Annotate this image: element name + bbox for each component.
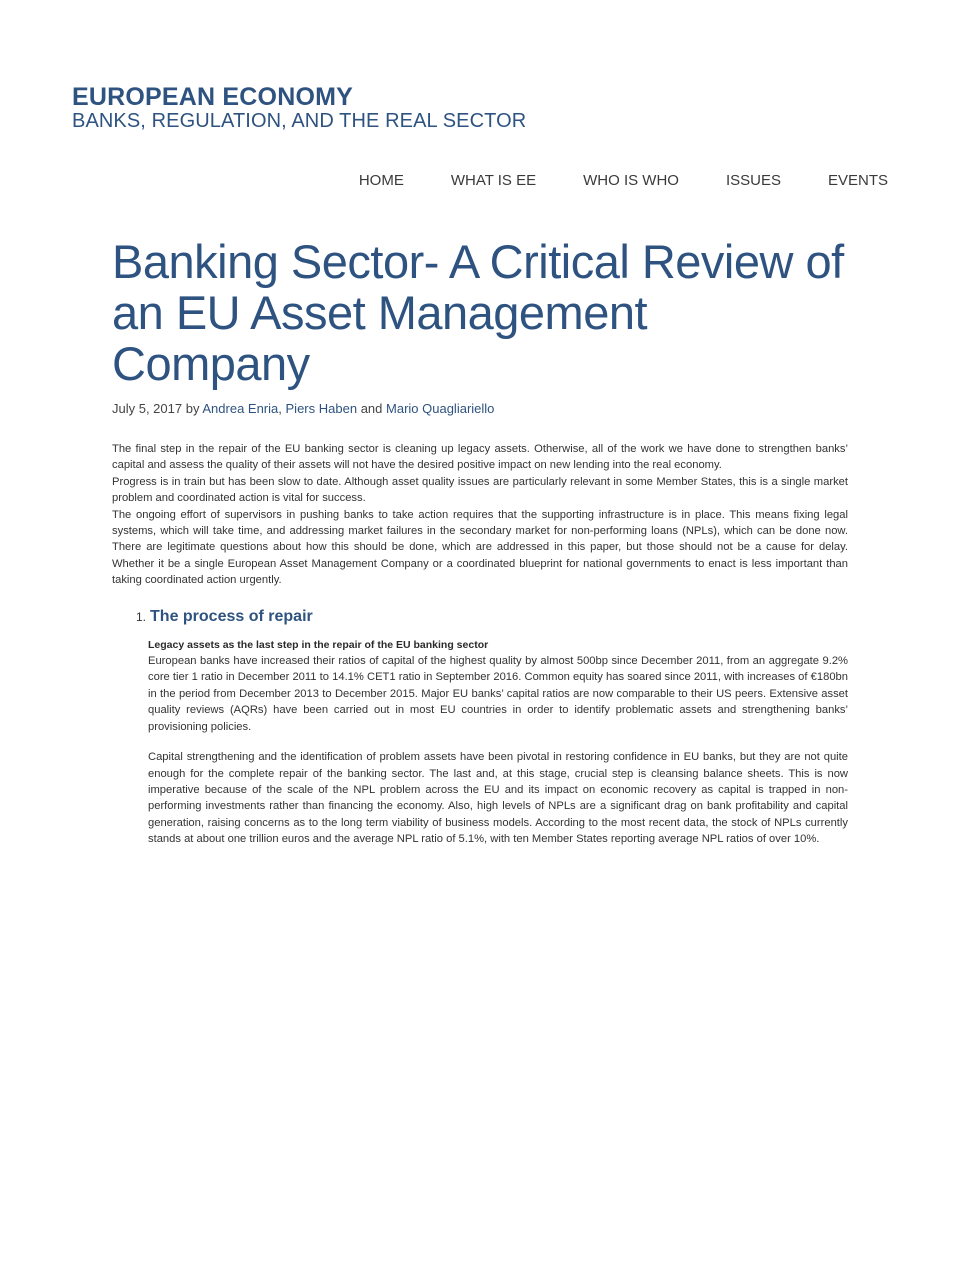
- byline-comma: ,: [278, 401, 282, 416]
- section-subheading: Legacy assets as the last step in the repair of the EU banking sector: [148, 638, 489, 651]
- byline: [112, 401, 848, 417]
- intro-paragraph: The final step in the repair of the EU banking sector is cleaning up legacy assets. Otherwise, all of the work we have done to strengthen banks’ capital and assess the quality of their assets will not have the desired positive impact on new lending into the real economy.: [112, 443, 848, 472]
- section-paragraph: European banks have increased their ratios of capital of the highest quality by almost 500bp since December 2011, from an aggregate 9.2% core tier 1 ratio in December 2011 to 14.1% CET1 ratio in September 2016. Common equity has soared since 2011, with increases of €180bn in the period from December 2013 to December 2015. Major EU banks’ capital ratios are now comparable to their US peers. Extensive asset quality reviews (AQRs) have been carried out in most EU countries in order to identify problematic assets and strengthening banks’ provisioning policies.: [148, 655, 848, 733]
- article: [112, 236, 848, 848]
- byline-by: by: [185, 401, 200, 416]
- author-link-quagliariello[interactable]: Mario Quagliariello: [386, 401, 495, 416]
- section-paragraph: Capital strengthening and the identification of problem assets have been pivotal in restoring confidence in EU banks, but they are not quite enough for the complete repair of the banking sector. The last and, at this stage, crucial step is cleansing balance sheets. This is now imperative because of the scale of the NPL problem across the EU and its impact on economic recovery as capital is trapped in non-performing investments rather than financing the economy. Also, high levels of NPLs are a significant drag on bank profitability and capital generation, raising concerns as to the long term viability of business models. According to the most recent data, the stock of NPLs currently stands at about one trillion euros and the average NPL ratio of 5.1%, with ten Member States reporting average NPL ratios of over 10%.: [148, 751, 848, 846]
- section-heading: [136, 607, 848, 627]
- main-nav: [312, 172, 888, 190]
- author-link-haben[interactable]: Piers Haben: [285, 401, 358, 416]
- nav-item-who-is-who[interactable]: WHO IS WHO: [583, 172, 679, 189]
- site-title[interactable]: EUROPEAN ECONOMY: [72, 83, 354, 111]
- author-link-enria[interactable]: Andrea Enria: [202, 401, 279, 416]
- nav-item-events[interactable]: EVENTS: [827, 172, 888, 189]
- section-title: The process of repair: [150, 607, 313, 625]
- nav-item-issues[interactable]: ISSUES: [725, 172, 781, 189]
- site-brand[interactable]: [72, 84, 526, 132]
- article-title: Banking Sector- A Critical Review of an EU Asset Management Company: [112, 235, 844, 390]
- section-process-of-repair: [136, 607, 848, 848]
- article-intro: [112, 441, 848, 589]
- site-subtitle: BANKS, REGULATION, AND THE REAL SECTOR: [72, 110, 527, 132]
- byline-and: and: [360, 401, 383, 416]
- nav-item-home[interactable]: HOME: [358, 172, 404, 189]
- section-body: [148, 637, 848, 848]
- intro-paragraph: The ongoing effort of supervisors in pushing banks to take action requires that the supporting infrastructure is in place. This means fixing legal systems, which will take time, and addressing market failures in the secondary market for non-performing loans (NPLs), which can be done now. There are legitimate questions about how this should be done, which are addressed in this paper, but those should not be a cause for delay. Whether it be a single European Asset Management Company or a coordinated blueprint for national governments to enact is less important than taking coordinated action urgently.: [112, 508, 848, 587]
- intro-paragraph: Progress is in train but has been slow to date. Although asset quality issues are particularly relevant in some Member States, this is a single market problem and coordinated action is vital for success.: [112, 475, 848, 505]
- nav-item-what-is-ee[interactable]: WHAT IS EE: [450, 172, 537, 189]
- section-number: 1.: [136, 609, 147, 624]
- article-date: July 5, 2017: [112, 401, 183, 416]
